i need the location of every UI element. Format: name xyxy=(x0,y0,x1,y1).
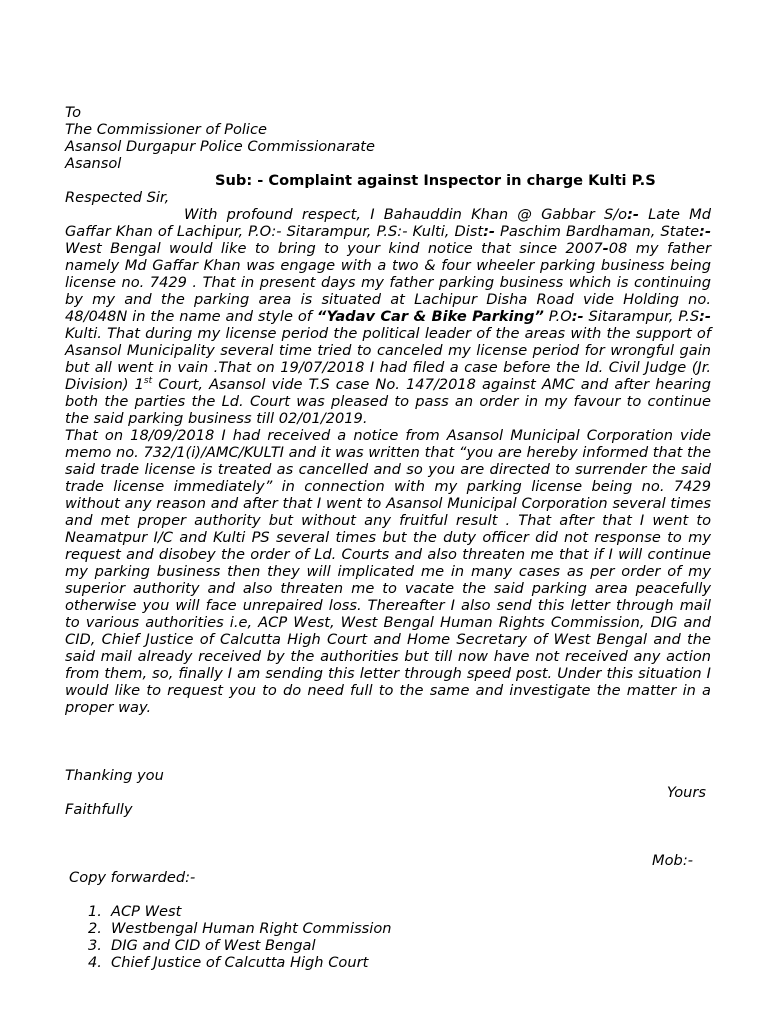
bold-mark: :- xyxy=(699,223,712,240)
p1-text: P.O xyxy=(543,308,572,325)
bold-mark: - xyxy=(602,240,609,257)
p1-text: Court, Asansol vide T.S case No. 147/2018 against AMC and after hearing both the parties the Ld. Court was pleased to pass an order in my favour to continue the said parking business till 02/01/2019. xyxy=(65,376,711,427)
copy-forwarded-heading: Copy forwarded:- xyxy=(69,869,196,886)
list-text: Westbengal Human Right Commission xyxy=(111,920,392,937)
list-item xyxy=(88,920,392,937)
list-number: 4. xyxy=(88,954,102,971)
list-number: 2. xyxy=(88,920,102,937)
salutation: Respected Sir, xyxy=(65,189,170,206)
body-paragraph-1 xyxy=(65,206,711,427)
thanking-you: Thanking you xyxy=(65,767,164,784)
p1-text: Paschim Bardhaman, State xyxy=(495,223,700,240)
recipient-office: Asansol Durgapur Police Commissionarate xyxy=(65,138,375,155)
p1-text: Sitarampur, P.S xyxy=(281,223,398,240)
faithfully: Faithfully xyxy=(65,801,133,818)
business-name: “Yadav Car & Bike Parking” xyxy=(316,308,544,325)
mark: :- xyxy=(271,223,282,240)
yours: Yours xyxy=(666,784,706,801)
superscript: st xyxy=(143,376,153,387)
list-item xyxy=(88,937,392,954)
list-text: ACP West xyxy=(111,903,182,920)
copy-list xyxy=(88,903,392,971)
p1-text: Late Md Gaffar Khan of Lachipur, P.O xyxy=(65,206,711,240)
p1-text: With profound respect, I Bahauddin Khan @ Gabbar S/o xyxy=(184,206,628,223)
body-paragraph-2: That on 18/09/2018 I had received a notice from Asansol Municipal Corporation vide memo no. 732/1(i)/AMC/KULTI and it was written that “you are hereby informed that the said trade license is treated as cancelled and so you are directed to surrender the said trade license immediately” in connection with my parking license being no. 7429 without any reason and after that I went to Asansol Municipal Corporation several times and met proper authority but without any fruitful result . That after that I went to Neamatpur I/C and Kulti PS several times but the duty officer did not response to my request and disobey the order of Ld. Courts and also threaten me that if I will continue my parking business then they will implicated me in many cases as per order of my superior authority and also threaten me to vacate the said parking area peacefully otherwise you will face unrepaired loss. Thereafter I also send this letter through mail to various authorities i.e, ACP West, West Bengal Human Rights Commission, DIG and CID, Chief Justice of Calcutta High Court and Home Secretary of West Bengal and the said mail already received by the authorities but till now have not received any action from them, so, finally I am sending this letter through speed post. Under this situation I would like to request you to do need full to the same and investigate the matter in a proper way. xyxy=(65,427,711,716)
bold-mark: :- xyxy=(627,206,639,223)
list-number: 1. xyxy=(88,903,102,920)
p1-text: Sitarampur, P.S xyxy=(583,308,700,325)
mark: :- xyxy=(397,223,408,240)
list-item xyxy=(88,903,392,920)
list-text: DIG and CID of West Bengal xyxy=(111,937,316,954)
p1-text: Kulti. That during my license period the political leader of the areas with the support of Asansol Municipality several time tried to canceled my license period for wrongful gain but all went in vain .That on 19/07/2018 I had filed a case before the ld. Civil Judge (Jr. Division) 1 xyxy=(65,325,711,393)
list-number: 3. xyxy=(88,937,102,954)
recipient-title: The Commissioner of Police xyxy=(65,121,267,138)
recipient-city: Asansol xyxy=(65,155,122,172)
p1-text: 08 my father namely Md Gaffar Khan was engage with a two & four wheeler parking business being license no. 7429 . That in present days my father parking business which is continuing by my and the parking area is situated at Lachipur Disha Road vide Holding no. 48/048N in the name and style of xyxy=(65,240,711,325)
p1-text: Kulti, Dist xyxy=(407,223,484,240)
bold-mark: :- xyxy=(699,308,711,325)
bold-mark: :- xyxy=(483,223,495,240)
mobile-label: Mob:- xyxy=(652,852,693,869)
to-label: To xyxy=(65,104,82,121)
letter-body xyxy=(65,206,711,716)
list-item xyxy=(88,954,392,971)
bold-mark: :- xyxy=(571,308,584,325)
list-text: Chief Justice of Calcutta High Court xyxy=(111,954,369,971)
subject-line: Sub: - Complaint against Inspector in charge Kulti P.S xyxy=(215,172,656,189)
recipient-address xyxy=(65,104,375,172)
p1-text: West Bengal would like to bring to your kind notice that since 2007 xyxy=(65,240,603,257)
